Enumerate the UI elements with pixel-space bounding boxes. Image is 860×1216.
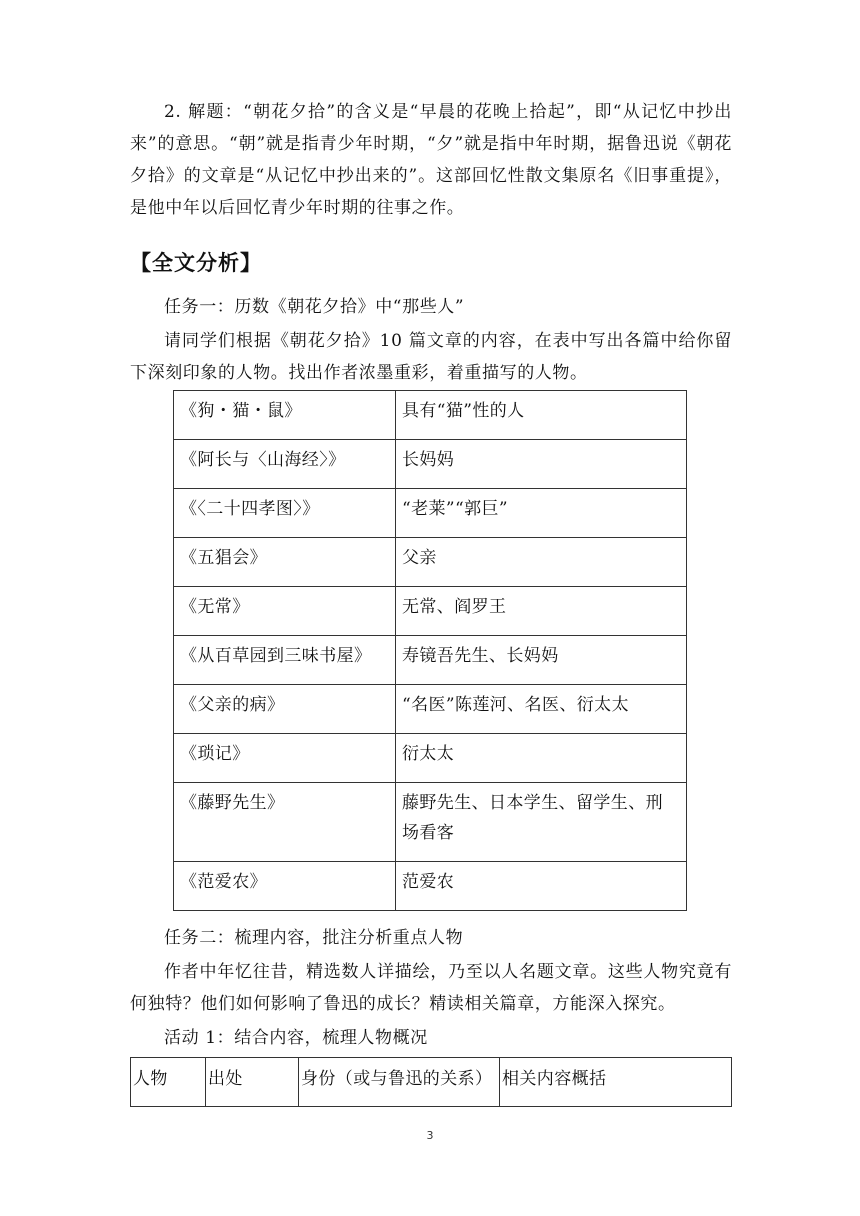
people-cell: 范爱农 — [396, 862, 687, 911]
activity1-title: 活动 1：结合内容，梳理人物概况 — [164, 1028, 428, 1048]
work-title-cell: 《藤野先生》 — [174, 783, 396, 862]
table-row — [174, 734, 687, 783]
work-title-cell: 《五猖会》 — [174, 538, 396, 587]
table-row — [174, 391, 687, 440]
table-row — [174, 783, 687, 862]
task1-title: 任务一：历数《朝花夕拾》中“那些人” — [164, 297, 465, 317]
header-cell-person: 人物 — [131, 1058, 206, 1107]
table-row — [174, 489, 687, 538]
table-row — [174, 636, 687, 685]
task2-title: 任务二：梳理内容，批注分析重点人物 — [164, 928, 464, 948]
page-number: 3 — [426, 1129, 434, 1142]
people-cell: 长妈妈 — [396, 440, 687, 489]
work-title-cell: 《从百草园到三味书屋》 — [174, 636, 396, 685]
people-cell: “名医”陈莲河、名医、衍太太 — [396, 685, 687, 734]
table-header-row — [131, 1058, 732, 1107]
work-title-cell: 《琐记》 — [174, 734, 396, 783]
people-cell: 父亲 — [396, 538, 687, 587]
table-row — [174, 587, 687, 636]
table-row — [174, 862, 687, 911]
summary-table — [130, 1057, 732, 1107]
people-cell: 具有“猫”性的人 — [396, 391, 687, 440]
task2-paragraph: 作者中年忆往昔，精选数人详描绘，乃至以人名题文章。这些人物究竟有何独特？他们如何影响了鲁迅的成长？精读相关篇章，方能深入探究。 — [130, 962, 732, 1014]
task1-instruction: 请同学们根据《朝花夕拾》10 篇文章的内容，在表中写出各篇中给你留下深刻印象的人物。找出作者浓墨重彩，着重描写的人物。 — [130, 331, 732, 383]
intro-paragraph: 2. 解题：“朝花夕拾”的含义是“早晨的花晚上拾起”，即“从记忆中抄出来”的意思。“朝”就是指青少年时期，“夕”就是指中年时期，据鲁迅说《朝花夕拾》的文章是“从记忆中抄出来的”。这部回忆性散文集原名《旧事重提》，是他中年以后回忆青少年时期的往事之作。 — [130, 102, 732, 218]
header-cell-summary: 相关内容概括 — [500, 1058, 732, 1107]
work-title-cell: 《父亲的病》 — [174, 685, 396, 734]
work-title-cell: 《阿长与〈山海经〉》 — [174, 440, 396, 489]
work-title-cell: 《范爱农》 — [174, 862, 396, 911]
people-cell: 寿镜吾先生、长妈妈 — [396, 636, 687, 685]
header-cell-source: 出处 — [206, 1058, 299, 1107]
work-title-cell: 《狗・猫・鼠》 — [174, 391, 396, 440]
table-row — [174, 685, 687, 734]
table-row — [174, 440, 687, 489]
people-cell: “老莱”“郭巨” — [396, 489, 687, 538]
people-cell: 衍太太 — [396, 734, 687, 783]
works-table — [173, 390, 687, 911]
people-cell: 藤野先生、日本学生、留学生、刑场看客 — [396, 783, 687, 862]
table-row — [174, 538, 687, 587]
work-title-cell: 《无常》 — [174, 587, 396, 636]
header-cell-identity: 身份（或与鲁迅的关系） — [299, 1058, 500, 1107]
work-title-cell: 《〈二十四孝图〉》 — [174, 489, 396, 538]
section-heading: 【全文分析】 — [130, 251, 262, 275]
people-cell: 无常、阎罗王 — [396, 587, 687, 636]
